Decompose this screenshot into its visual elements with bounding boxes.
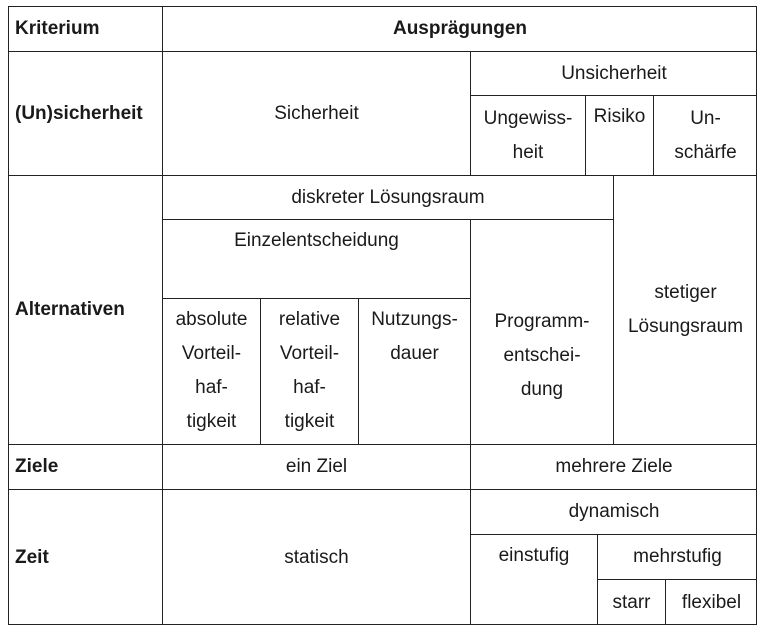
row-label-alternativen xyxy=(8,175,162,444)
header-kriterium xyxy=(8,6,162,51)
row-label-alternativen-text: Alternativen xyxy=(15,299,125,320)
cell-programmentscheidung xyxy=(470,219,613,444)
header-auspraegungen xyxy=(162,6,757,51)
cell-unschaerfe xyxy=(653,95,757,175)
cell-dynamisch xyxy=(470,489,757,534)
cell-einzelentscheidung xyxy=(162,219,470,298)
cell-diskreter-loesungsraum xyxy=(162,175,613,219)
cell-nutzungsdauer-text: Nutzungs- dauer xyxy=(371,309,458,364)
row-label-ziele-text: Ziele xyxy=(15,456,59,477)
cell-dynamisch-text: dynamisch xyxy=(568,501,660,522)
cell-relative-text: relative Vorteil- haf- tigkeit xyxy=(278,309,341,432)
cell-sicherheit-text: Sicherheit xyxy=(274,102,359,124)
cell-absolute-vorteilhaftigkeit xyxy=(162,298,260,444)
cell-einstufig xyxy=(470,534,597,625)
cell-stetiger-loesungsraum xyxy=(613,175,757,444)
row-label-unsicherheit-text: (Un)sicherheit xyxy=(15,102,143,124)
cell-mehrere-ziele-text: mehrere Ziele xyxy=(555,456,673,477)
cell-unschaerfe-text: Un- schärfe xyxy=(674,107,737,163)
cell-programmentscheidung-text: Programm- entschei- dung xyxy=(494,311,590,400)
cell-risiko xyxy=(585,95,653,175)
cell-ein-ziel-text: ein Ziel xyxy=(285,456,348,477)
cell-einstufig-text: einstufig xyxy=(498,545,570,566)
cell-einzelentscheidung-text: Einzelentscheidung xyxy=(234,230,399,251)
cell-unsicherheit-text: Unsicherheit xyxy=(561,62,667,84)
cell-nutzungsdauer xyxy=(358,298,470,444)
cell-sicherheit xyxy=(162,51,470,175)
cell-absolute-text: absolute Vorteil- haf- tigkeit xyxy=(175,309,248,432)
header-auspraegungen-text: Ausprägungen xyxy=(392,18,528,39)
row-label-zeit-text: Zeit xyxy=(15,546,49,568)
cell-mehrstufig-text: mehrstufig xyxy=(633,546,722,567)
header-kriterium-text: Kriterium xyxy=(15,18,100,39)
cell-relative-vorteilhaftigkeit xyxy=(260,298,358,444)
cell-unsicherheit xyxy=(470,51,757,95)
cell-mehrere-ziele xyxy=(470,444,757,489)
row-label-unsicherheit xyxy=(8,51,162,175)
cell-starr-text: starr xyxy=(612,591,651,613)
cell-flexibel xyxy=(665,579,757,625)
row-label-ziele xyxy=(8,444,162,489)
cell-ungewissheit xyxy=(470,95,585,175)
cell-flexibel-text: flexibel xyxy=(681,591,742,613)
cell-starr xyxy=(597,579,665,625)
cell-mehrstufig xyxy=(597,534,757,579)
cell-statisch-text: statisch xyxy=(284,546,349,568)
cell-stetiger-text: stetiger Lösungsraum xyxy=(627,282,744,337)
cell-diskreter-text: diskreter Lösungsraum xyxy=(291,186,485,208)
cell-ungewissheit-text: Ungewiss- heit xyxy=(483,107,573,163)
cell-ein-ziel xyxy=(162,444,470,489)
cell-statisch xyxy=(162,489,470,625)
cell-risiko-text: Risiko xyxy=(593,106,646,127)
row-label-zeit xyxy=(8,489,162,625)
